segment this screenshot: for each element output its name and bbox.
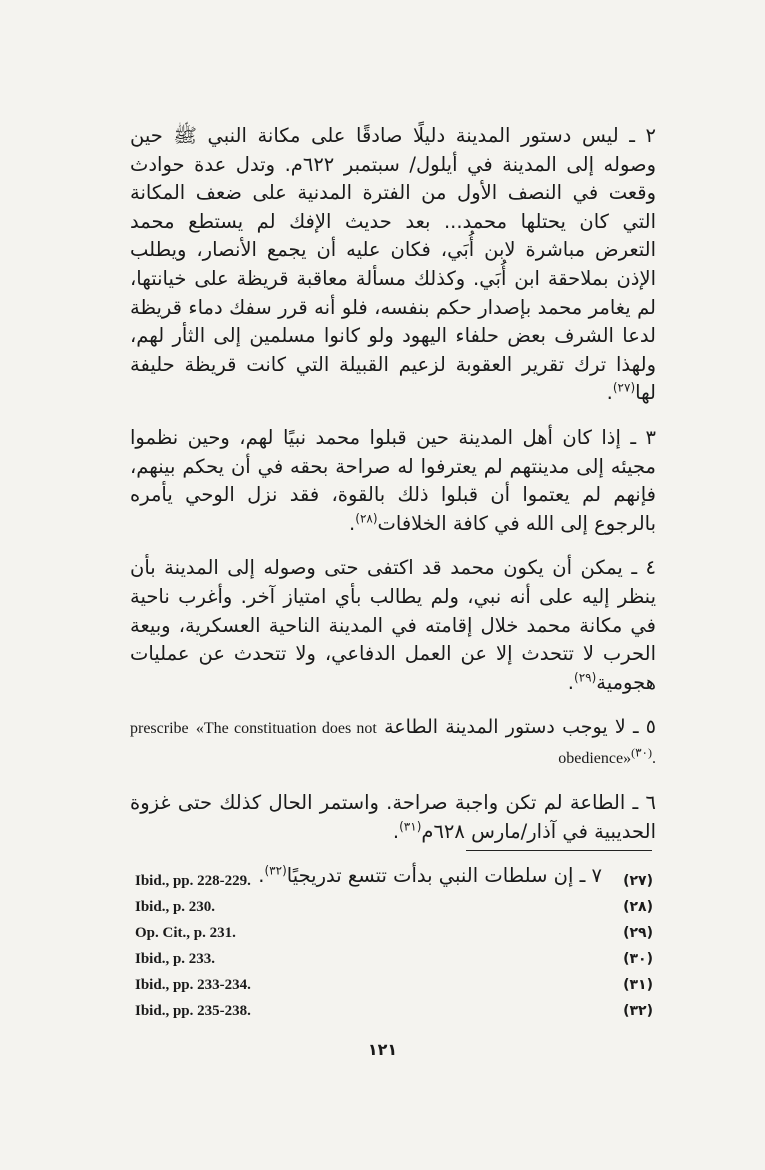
footnote-number: (٢٧) bbox=[623, 873, 653, 889]
footnote-reference: Ibid., pp. 235-238. bbox=[135, 1002, 251, 1019]
footnote-marker-30[interactable]: (٣٠) bbox=[631, 745, 652, 760]
footnote-reference: Ibid., pp. 233-234. bbox=[135, 976, 251, 993]
footnote-reference: Op. Cit., p. 231. bbox=[135, 924, 236, 941]
footnote-divider bbox=[466, 850, 652, 851]
paragraph-7-text: ٧ ـ إن سلطات النبي بدأت تتسع تدريجيًا bbox=[286, 864, 602, 888]
footnote-number: (٢٩) bbox=[623, 925, 653, 941]
footnote-row bbox=[135, 894, 653, 920]
footnote-row bbox=[135, 946, 653, 972]
footnote-marker-28[interactable]: (٢٨) bbox=[355, 511, 378, 526]
footnote-row bbox=[135, 972, 653, 998]
footnote-marker-31[interactable]: (٣١) bbox=[399, 819, 422, 834]
footnote-number: (٣٢) bbox=[623, 1003, 653, 1019]
main-text bbox=[130, 122, 656, 891]
footnote-row bbox=[135, 868, 653, 894]
paragraph-4: ٤ ـ يمكن أن يكون محمد قد اكتفى حتى وصوله إلى المدينة بأن ينظر إليه على أنه نبي، ولم يطالب بأي امتياز آخر. وأغرب ناحية في مكانة محمد خلال إقامته في المدينة الناحية العسكرية، وبيعة الحرب لا تتحدث إلا عن العمل الدفاعي، ولا تتحدث عن عمليات هجومية$^{(٢٩)}$. bbox=[130, 556, 656, 694]
paragraph-5 bbox=[130, 713, 656, 773]
paragraph-2: ٢ ـ ليس دستور المدينة دليلًا صادقًا على مكانة النبي ﷺ حين وصوله إلى المدينة في أيلول/ سبتمبر ٦٢٢م. وتدل عدة حوادث وقعت في النصف الأول من الفترة المدنية على ضعف المكانة التي كان يحتلها محمد... بعد حديث الإفك لم يستطع محمد التعرض مباشرة لابن أُبَي، فكان عليه أن يجمع الأنصار، ويطلب الإذن بملاحقة ابن أُبَي. وكذلك مسألة معاقبة قريظة على خيانتها، لم يغامر محمد بإصدار حكم بنفسه، فلو أنه قرر سفك دماء قريظة لدعا الشرف بعض حلفاء اليهود ولو كانوا مسلمين إلى الثأر لهم، ولهذا ترك تقرير العقوبة لزعيم القبيلة التي كانت قريظة حليفة لها$^{(٢٧)}$. bbox=[130, 124, 656, 405]
paragraph-5-english-1: «The constituation does not bbox=[195, 720, 377, 738]
footnote-row bbox=[135, 998, 653, 1024]
page-number: ١٢١ bbox=[367, 1040, 398, 1059]
paragraph-5-english-2-wrap: prescribe obedience»$^{(٣٠)}$. bbox=[130, 720, 656, 768]
paragraph-4-text: ٤ ـ يمكن أن يكون محمد قد اكتفى حتى وصوله إلى المدينة بأن ينظر إليه على أنه نبي، ولم يطالب بأي امتياز آخر. وأغرب ناحية في مكانة محمد خلال إقامته في المدينة الناحية العسكرية، وبيعة الحرب لا تتحدث إلا عن العمل الدفاعي، ولا تتحدث عن عمليات هجومية bbox=[130, 556, 656, 694]
paragraph-3: ٣ ـ إذا كان أهل المدينة حين قبلوا محمد نبيًا لهم، وحين نظموا مجيئه إلى مدينتهم لم يعترفوا له صراحة بحقه في أن يحكم بينهم، فإنهم لم يعتموا أن قبلوا ذلك بالقوة، فقد نزل الوحي يأمره بالرجوع إلى الله في كافة الخلافات$^{(٢٨)}$. bbox=[130, 425, 656, 535]
paragraph-6: ٦ ـ الطاعة لم تكن واجبة صراحة. واستمر الحال كذلك حتى غزوة الحديبية في آذار/مارس ٦٢٨م$^{(٣١)}$. bbox=[130, 791, 656, 843]
paragraph-5-arabic: ٥ ـ لا يوجب دستور المدينة الطاعة bbox=[384, 716, 656, 739]
paragraph-6-text: ٦ ـ الطاعة لم تكن واجبة صراحة. واستمر الحال كذلك حتى غزوة الحديبية في آذار/مارس ٦٢٨م bbox=[130, 791, 656, 843]
footnote-number: (٣٠) bbox=[623, 951, 653, 967]
paragraph-5-english-2: prescribe obedience» bbox=[130, 720, 632, 768]
footnote-number: (٢٨) bbox=[623, 899, 653, 915]
footnote-reference: Ibid., p. 233. bbox=[135, 950, 216, 967]
footnote-reference: Ibid., pp. 228-229. bbox=[135, 872, 251, 889]
footnote-marker-32[interactable]: (٣٢) bbox=[264, 863, 287, 878]
paragraph-7: ٧ ـ إن سلطات النبي بدأت تتسع تدريجيًا$^{(٣٢)}$. bbox=[258, 863, 602, 888]
footnote-reference: Ibid., p. 230. bbox=[135, 898, 216, 915]
footnote-marker-27[interactable]: (٢٧) bbox=[612, 380, 636, 395]
paragraph-2-text: ٢ ـ ليس دستور المدينة دليلًا صادقًا على مكانة النبي ﷺ حين وصوله إلى المدينة في أيلول/ سبتمبر ٦٢٢م. وتدل عدة حوادث وقعت في النصف الأول من الفترة المدنية على ضعف المكانة التي كان يحتلها محمد... بعد حديث الإفك لم يستطع محمد التعرض مباشرة لابن أُبَي، فكان عليه أن يجمع الأنصار، ويطلب الإذن بملاحقة ابن أُبَي. وكذلك مسألة معاقبة قريظة على خيانتها، لم يغامر محمد بإصدار حكم بنفسه، فلو أنه قرر سفك دماء قريظة لدعا الشرف بعض حلفاء اليهود ولو كانوا مسلمين إلى الثأر لهم، ولهذا ترك تقرير العقوبة لزعيم القبيلة التي كانت قريظة حليفة لها bbox=[130, 124, 656, 405]
footnote-row bbox=[135, 920, 653, 946]
paragraph-3-text: ٣ ـ إذا كان أهل المدينة حين قبلوا محمد نبيًا لهم، وحين نظموا مجيئه إلى مدينتهم لم يعترفوا له صراحة بحقه في أن يحكم بينهم، فإنهم لم يعتموا أن قبلوا ذلك بالقوة، فقد نزل الوحي يأمره بالرجوع إلى الله في كافة الخلافات bbox=[130, 425, 656, 535]
footnote-marker-29[interactable]: (٢٩) bbox=[574, 670, 597, 685]
footnote-number: (٣١) bbox=[623, 977, 653, 993]
footnotes bbox=[135, 868, 653, 1024]
